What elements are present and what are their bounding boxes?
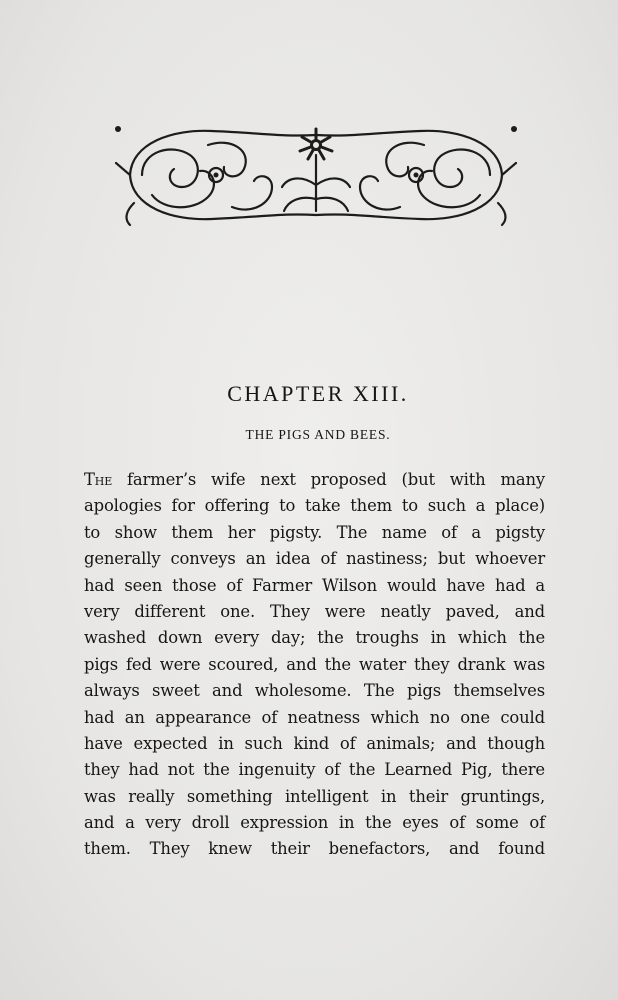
text-line: and a very droll expression in the eyes of some of bbox=[84, 813, 545, 833]
text-line: pigs fed were scoured, and the water they drank was bbox=[84, 654, 545, 674]
text-line: always sweet and wholesome. The pigs themselves bbox=[84, 681, 545, 701]
chapter-subtitle: THE PIGS AND BEES. bbox=[245, 427, 391, 442]
text-line: The farmer’s wife next proposed (but with many bbox=[84, 470, 545, 489]
text-line: to show them her pigsty. The name of a pigsty bbox=[84, 522, 545, 542]
floral-headpiece-ornament bbox=[112, 115, 520, 233]
text-line: apologies for offering to take them to such a place) bbox=[84, 496, 545, 516]
text-line: they had not the ingenuity of the Learned Pig, there bbox=[84, 760, 545, 780]
text-line: very different one. They were neatly paved, and bbox=[84, 601, 545, 621]
drop-word: The bbox=[84, 470, 113, 489]
text-line: had seen those of Farmer Wilson would have had a bbox=[84, 575, 545, 595]
text-line: had an appearance of neatness which no one could bbox=[84, 707, 545, 727]
body-paragraph bbox=[84, 467, 545, 863]
text-line: generally conveys an idea of nastiness; but whoever bbox=[84, 549, 545, 569]
text-line: have expected in such kind of animals; and though bbox=[84, 733, 545, 753]
chapter-title: CHAPTER XIII. bbox=[227, 381, 409, 406]
text-line: washed down every day; the troughs in which the bbox=[84, 628, 545, 648]
text-line: them. They knew their benefactors, and found bbox=[84, 839, 545, 859]
text-line: was really something intelligent in their gruntings, bbox=[84, 786, 545, 806]
